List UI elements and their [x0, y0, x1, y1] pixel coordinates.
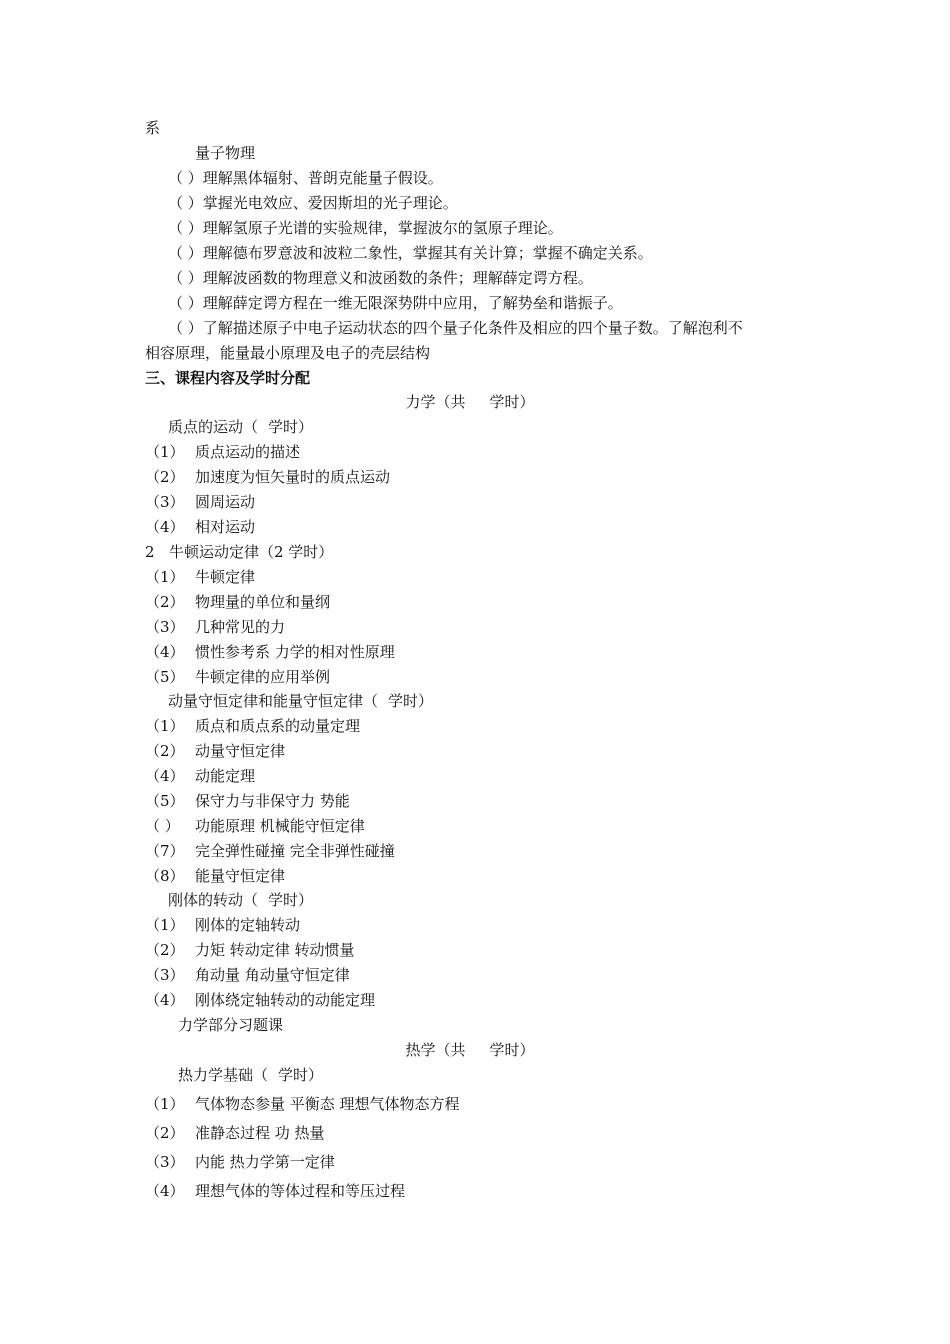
part-title-mechanics	[145, 393, 795, 411]
chapter-title	[168, 692, 838, 710]
list-item: （1） 刚体的定轴转动	[145, 916, 301, 934]
list-item: （3） 内能 热力学第一定律	[145, 1153, 335, 1171]
chapter-number: 2	[145, 543, 155, 561]
list-item: （1） 质点和质点系的动量定理	[145, 717, 361, 735]
chapter-title-b: 学时）	[268, 418, 314, 436]
chapter-title	[145, 543, 815, 561]
list-item: （1） 质点运动的描述	[145, 443, 301, 461]
section-title-quantum: 量子物理	[195, 144, 256, 162]
list-item: （2） 准静态过程 功 热量	[145, 1124, 325, 1142]
part-title-mechanics-b: 学时）	[489, 393, 535, 411]
list-item: （ ） 功能原理 机械能守恒定律	[145, 817, 365, 835]
objective-item: （ ）理解氢原子光谱的实验规律，掌握波尔的氢原子理论。	[168, 219, 563, 237]
list-item: （1） 牛顿定律	[145, 568, 256, 586]
list-item: （3） 圆周运动	[145, 493, 256, 511]
chapter-title-a: 动量守恒定律和能量守恒定律（	[168, 692, 379, 710]
list-item: （3） 角动量 角动量守恒定律	[145, 966, 350, 984]
part-title-thermo	[145, 1041, 795, 1059]
list-item: （4） 惯性参考系 力学的相对性原理	[145, 643, 395, 661]
list-item: （2） 动量守恒定律	[145, 742, 286, 760]
list-item: （2） 物理量的单位和量纲	[145, 593, 331, 611]
chapter-title-a: 刚体的转动（	[168, 891, 259, 909]
objective-item: （ ）理解黑体辐射、普朗克能量子假设。	[168, 169, 443, 187]
chapter-title	[168, 418, 838, 436]
list-item: （4） 刚体绕定轴转动的动能定理	[145, 991, 376, 1009]
list-item: （4） 动能定理	[145, 767, 256, 785]
chapter-title	[168, 891, 838, 909]
section-heading: 三、课程内容及学时分配	[145, 369, 311, 387]
chapter-title-a: 热力学基础（	[178, 1066, 269, 1084]
chapter-title-text: 牛顿运动定律（2 学时）	[169, 543, 334, 561]
list-item: （7） 完全弹性碰撞 完全非弹性碰撞	[145, 842, 395, 860]
chapter-title-b: 学时）	[268, 891, 314, 909]
list-item: （2） 力矩 转动定律 转动惯量	[145, 941, 355, 959]
list-item: （4） 理想气体的等体过程和等压过程	[145, 1182, 406, 1200]
part-title-thermo-a: 热学（共	[405, 1041, 466, 1059]
chapter-title	[178, 1066, 848, 1084]
objective-item-wrap: 相容原理，能量最小原理及电子的壳层结构	[145, 344, 431, 362]
part-title-mechanics-a: 力学（共	[405, 393, 466, 411]
objective-item: （ ）了解描述原子中电子运动状态的四个量子化条件及相应的四个量子数。了解泡利不	[168, 319, 743, 337]
list-item: （5） 牛顿定律的应用举例	[145, 668, 331, 686]
chapter-title-b: 学时）	[278, 1066, 324, 1084]
objective-item: （ ）理解德布罗意波和波粒二象性，掌握其有关计算；掌握不确定关系。	[168, 244, 653, 262]
list-item: （4） 相对运动	[145, 518, 256, 536]
list-item: （1） 气体物态参量 平衡态 理想气体物态方程	[145, 1095, 460, 1113]
list-item: （3） 几种常见的力	[145, 618, 286, 636]
list-item: （5） 保守力与非保守力 势能	[145, 792, 350, 810]
continuation-text: 系	[145, 119, 161, 137]
list-item: （2） 加速度为恒矢量时的质点运动	[145, 468, 391, 486]
list-item: （8） 能量守恒定律	[145, 867, 286, 885]
objective-item: （ ）掌握光电效应、爱因斯坦的光子理论。	[168, 194, 458, 212]
part-title-thermo-b: 学时）	[489, 1041, 535, 1059]
objective-item: （ ）理解波函数的物理意义和波函数的条件；理解薛定谔方程。	[168, 269, 593, 287]
chapter-title-a: 质点的运动（	[168, 418, 259, 436]
objective-item: （ ）理解薛定谔方程在一维无限深势阱中应用，了解势垒和谐振子。	[168, 294, 623, 312]
chapter-title-b: 学时）	[388, 692, 434, 710]
exercise-session: 力学部分习题课	[178, 1016, 284, 1034]
